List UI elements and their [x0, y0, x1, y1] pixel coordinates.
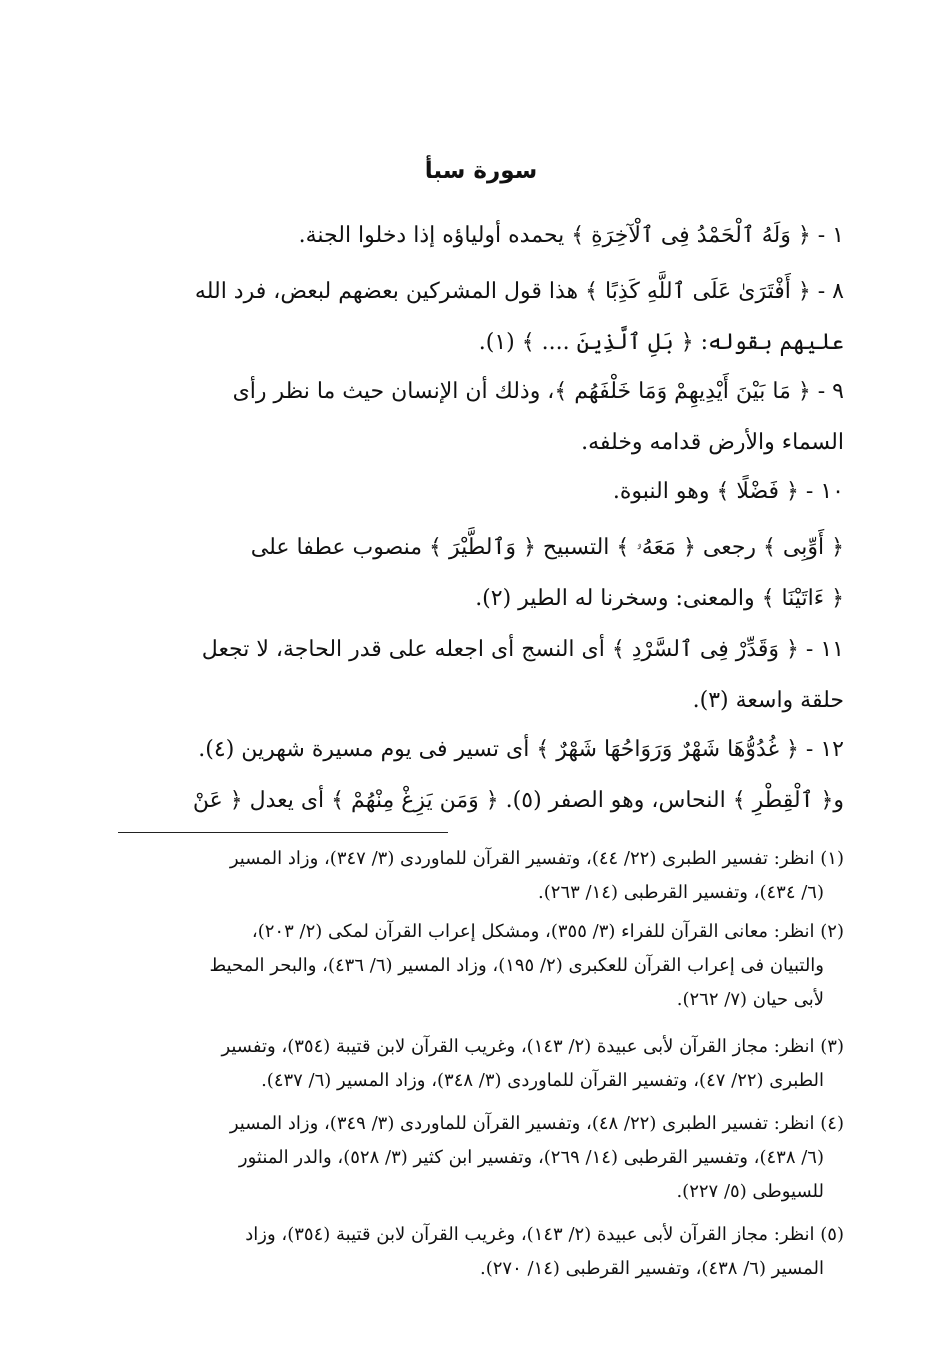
- text-line: ١ - ﴿ وَلَهُ ٱلْحَمْدُ فِى ٱلْآخِرَةِ ﴾ يحمده أولياؤه إذا دخلوا الجنة.: [298, 223, 844, 248]
- text-line: ٩ - ﴿ مَا بَيْنَ أَيْدِيهِمْ وَمَا خَلْفَهُم ﴾، وذلك أن الإنسان حيث ما نظر رأى: [232, 379, 844, 404]
- paragraph-verse-10: [118, 466, 844, 517]
- footnote-line: الطبرى (٢٢/ ٤٧)، وتفسير القرآن للماوردى (٣/ ٣٤٨)، وزاد المسير (٦/ ٤٣٧).: [261, 1070, 824, 1091]
- footnote-2: [118, 915, 844, 1017]
- footnote-line: (٣) انظر: مجاز القرآن لأبى عبيدة (٢/ ١٤٣)، وغريب القرآن لابن قتيبة (٣٥٤)، وتفسير: [221, 1036, 844, 1057]
- footnote-line: لأبى حيان (٧/ ٢٦٢).: [676, 989, 824, 1010]
- footnote-1: [118, 842, 844, 910]
- text-line: حلقة واسعة (٣).: [692, 688, 844, 713]
- footnote-line: للسيوطى (٥/ ٢٢٧).: [676, 1181, 824, 1202]
- footnote-line: والتبيان فى إعراب القرآن للعكبرى (٢/ ١٩٥)، وزاد المسير (٦/ ٤٣٦)، والبحر المحيط: [209, 955, 824, 976]
- footnote-line: (٦/ ٤٣٨)، وتفسير القرطبى (١٤/ ٢٦٩)، وتفسير ابن كثير (٣/ ٥٢٨)، والدر المنثور: [238, 1147, 824, 1168]
- footnote-3: [118, 1030, 844, 1098]
- footnote-line: (١) انظر: تفسير الطبرى (٢٢/ ٤٤)، وتفسير القرآن للماوردى (٣/ ٣٤٧)، وزاد المسير: [229, 848, 844, 869]
- text-line: ١٠ - ﴿ فَضْلًا ﴾ وهو النبوة.: [612, 479, 844, 504]
- paragraph-verse-10-cont: [118, 522, 844, 624]
- footnote-line: المسير (٦/ ٤٣٨)، وتفسير القرطبى (١٤/ ٢٧٠).: [480, 1258, 824, 1279]
- paragraph-verse-12: [118, 724, 844, 826]
- paragraph-verse-11: [118, 624, 844, 726]
- page-title: سورة سبأ: [424, 158, 538, 184]
- paragraph-verse-1: [118, 210, 844, 261]
- text-line: ١١ - ﴿ وَقَدِّرْ فِى ٱلسَّرْدِ ﴾ أى النسج أى اجعله على قدر الحاجة، لا تجعل: [201, 637, 844, 662]
- text-line: ﴿ أَوِّبِى ﴾ رجعى ﴿ مَعَهُۥ ﴾ التسبيح ﴿ وَٱلطَّيْرَ ﴾ منصوب عطفا على: [250, 535, 844, 560]
- paragraph-verse-9: [118, 366, 844, 468]
- footnote-line: (٤) انظر: تفسير الطبرى (٢٢/ ٤٨)، وتفسير القرآن للماوردى (٣/ ٣٤٩)، وزاد المسير: [229, 1113, 844, 1134]
- footnote-line: (٥) انظر: مجاز القرآن لأبى عبيدة (٢/ ١٤٣)، وغريب القرآن لابن قتيبة (٣٥٤)، وزاد: [245, 1224, 844, 1245]
- footnote-line: (٢) انظر: معانى القرآن للفراء (٣/ ٣٥٥)، ومشكل إعراب القرآن لمكى (٢/ ٢٠٣)،: [251, 921, 844, 942]
- text-line: ﴿ ءَاتَيْنَا ﴾ والمعنى: وسخرنا له الطير (٢).: [475, 586, 844, 611]
- footnote-4: [118, 1107, 844, 1209]
- paragraph-verse-8: [118, 266, 844, 368]
- text-line: ١٢ - ﴿ غُدُوُّهَا شَهْرٌ وَرَوَاحُهَا شَهْرٌ ﴾ أى تسير فى يوم مسيرة شهرين (٤).: [198, 737, 844, 762]
- text-line: ٨ - ﴿ أَفْتَرَىٰ عَلَى ٱللَّهِ كَذِبًا ﴾ هذا قول المشركين بعضهم لبعض، فرد الله: [194, 279, 844, 304]
- text-line: و﴿ ٱلْقِطْرِ ﴾ النحاس، وهو الصفر (٥). ﴿ وَمَن يَزِغْ مِنْهُمْ ﴾ أى يعدل ﴿ عَنْ: [192, 788, 844, 813]
- footnote-5: [118, 1218, 844, 1286]
- footnote-line: (٦/ ٤٣٤)، وتفسير القرطبى (١٤/ ٢٦٣).: [538, 882, 824, 903]
- footnote-separator: [118, 832, 448, 833]
- text-line: عليهم بقوله: ﴿ بَلِ ٱلَّذِينَ .... ﴾ (١).: [478, 330, 844, 355]
- text-line: السماء والأرض قدامه وخلفه.: [581, 430, 844, 455]
